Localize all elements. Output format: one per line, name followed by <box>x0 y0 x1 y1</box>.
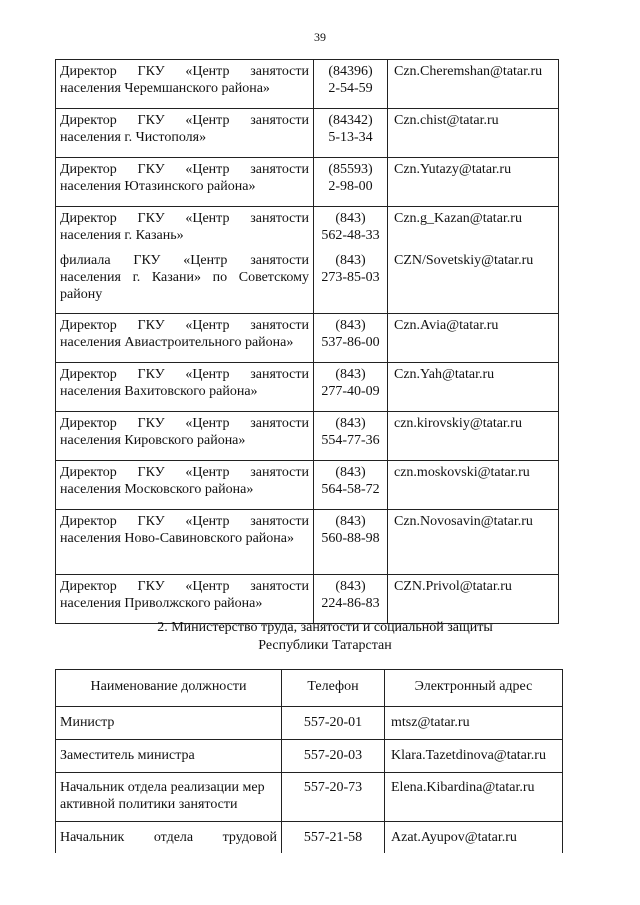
position-word: трудовой <box>222 830 277 845</box>
email-cell: Czn.Cheremshan@tatar.ru <box>388 60 559 109</box>
phone-cell <box>314 158 388 207</box>
position-cell: Министр <box>56 707 282 740</box>
contacts-table <box>55 59 559 624</box>
phone-number: 2-54-59 <box>328 81 373 96</box>
position-cell: Директор ГКУ «Центр занятости населения Кировского района» <box>56 412 314 461</box>
phone-code: (84342) <box>328 113 373 128</box>
table-row <box>56 60 559 109</box>
phone-cell: 557-20-73 <box>282 773 385 822</box>
phone-cell <box>314 60 388 109</box>
position-cell: Директор ГКУ «Центр занятости населения г. Казань» <box>56 207 314 250</box>
email-cell: mtsz@tatar.ru <box>385 707 563 740</box>
phone-cell <box>314 412 388 461</box>
header-position: Наименование должности <box>56 670 282 707</box>
table-row <box>56 822 563 854</box>
position-cell: Начальник отдела реализации мер активной политики занятости <box>56 773 282 822</box>
phone-number: 277-40-09 <box>321 384 380 399</box>
phone-code: (843) <box>335 465 366 480</box>
email-cell: Azat.Ayupov@tatar.ru <box>385 822 563 854</box>
table-row <box>56 363 559 412</box>
page-number: 39 <box>314 30 326 44</box>
ministry-table <box>55 669 563 853</box>
phone-cell <box>314 314 388 363</box>
email-cell: Czn.g_Kazan@tatar.ru <box>388 207 559 250</box>
phone-number: 554-77-36 <box>321 433 380 448</box>
phone-cell <box>314 249 388 314</box>
table-row <box>56 575 559 624</box>
table-row <box>56 461 559 510</box>
phone-code: (843) <box>335 211 366 226</box>
phone-cell: 557-20-01 <box>282 707 385 740</box>
header-email: Электронный адрес <box>385 670 563 707</box>
table-row <box>56 207 559 250</box>
phone-code: (843) <box>335 367 366 382</box>
email-cell: Czn.Yah@tatar.ru <box>388 363 559 412</box>
position-cell: Директор ГКУ «Центр занятости населения Авиастроительного района» <box>56 314 314 363</box>
header-phone: Телефон <box>282 670 385 707</box>
position-cell: Директор ГКУ «Центр занятости населения Приволжского района» <box>56 575 314 624</box>
phone-code: (843) <box>335 579 366 594</box>
email-cell: Czn.Novosavin@tatar.ru <box>388 510 559 575</box>
position-cell: филиала ГКУ «Центр занятости населения г. Казани» по Советскому району <box>56 249 314 314</box>
phone-number: 2-98-00 <box>328 179 373 194</box>
position-cell-words <box>60 829 277 846</box>
table-row <box>56 314 559 363</box>
phone-number: 224-86-83 <box>321 596 380 611</box>
phone-cell <box>314 575 388 624</box>
email-cell: CZN/Sovetskiy@tatar.ru <box>388 249 559 314</box>
position-word: Начальник <box>60 830 125 845</box>
email-cell: CZN.Privol@tatar.ru <box>388 575 559 624</box>
position-word: отдела <box>153 830 194 845</box>
email-cell: czn.moskovski@tatar.ru <box>388 461 559 510</box>
phone-number: 564-58-72 <box>321 482 380 497</box>
phone-number: 537-86-00 <box>321 335 380 350</box>
position-cell: Директор ГКУ «Центр занятости населения Ютазинского района» <box>56 158 314 207</box>
phone-cell <box>314 510 388 575</box>
phone-code: (84396) <box>328 64 373 79</box>
section-title <box>55 619 595 655</box>
position-cell: Директор ГКУ «Центр занятости населения Ново-Савиновского района» <box>56 510 314 575</box>
position-cell: Директор ГКУ «Центр занятости населения г. Чистополя» <box>56 109 314 158</box>
position-cell: Директор ГКУ «Центр занятости населения Черемшанского района» <box>56 60 314 109</box>
phone-number: 560-88-98 <box>321 531 380 546</box>
section-title-line-1: 2. Министерство труда, занятости и социальной защиты <box>157 620 493 635</box>
phone-code: (843) <box>335 253 366 268</box>
table-row <box>56 158 559 207</box>
phone-number: 273-85-03 <box>321 270 380 285</box>
phone-cell: 557-21-58 <box>282 822 385 854</box>
position-cell <box>56 822 282 854</box>
table-row <box>56 740 563 773</box>
phone-number: 562-48-33 <box>321 228 380 243</box>
email-cell: Czn.chist@tatar.ru <box>388 109 559 158</box>
phone-code: (843) <box>335 416 366 431</box>
email-cell: Elena.Kibardina@tatar.ru <box>385 773 563 822</box>
table-header-row <box>56 670 563 707</box>
table-row <box>56 707 563 740</box>
phone-cell <box>314 461 388 510</box>
position-cell: Директор ГКУ «Центр занятости населения Вахитовского района» <box>56 363 314 412</box>
table-row <box>56 109 559 158</box>
phone-code: (843) <box>335 514 366 529</box>
phone-cell <box>314 109 388 158</box>
table-row <box>56 249 559 314</box>
phone-cell <box>314 207 388 250</box>
section-title-line-2: Республики Татарстан <box>258 638 392 653</box>
position-cell: Директор ГКУ «Центр занятости населения Московского района» <box>56 461 314 510</box>
email-cell: Czn.Yutazy@tatar.ru <box>388 158 559 207</box>
phone-code: (843) <box>335 318 366 333</box>
table-row <box>56 510 559 575</box>
phone-code: (85593) <box>328 162 373 177</box>
phone-number: 5-13-34 <box>328 130 373 145</box>
email-cell: czn.kirovskiy@tatar.ru <box>388 412 559 461</box>
phone-cell: 557-20-03 <box>282 740 385 773</box>
email-cell: Klara.Tazetdinova@tatar.ru <box>385 740 563 773</box>
position-cell: Заместитель министра <box>56 740 282 773</box>
table-row <box>56 412 559 461</box>
email-cell: Czn.Avia@tatar.ru <box>388 314 559 363</box>
phone-cell <box>314 363 388 412</box>
table-row <box>56 773 563 822</box>
